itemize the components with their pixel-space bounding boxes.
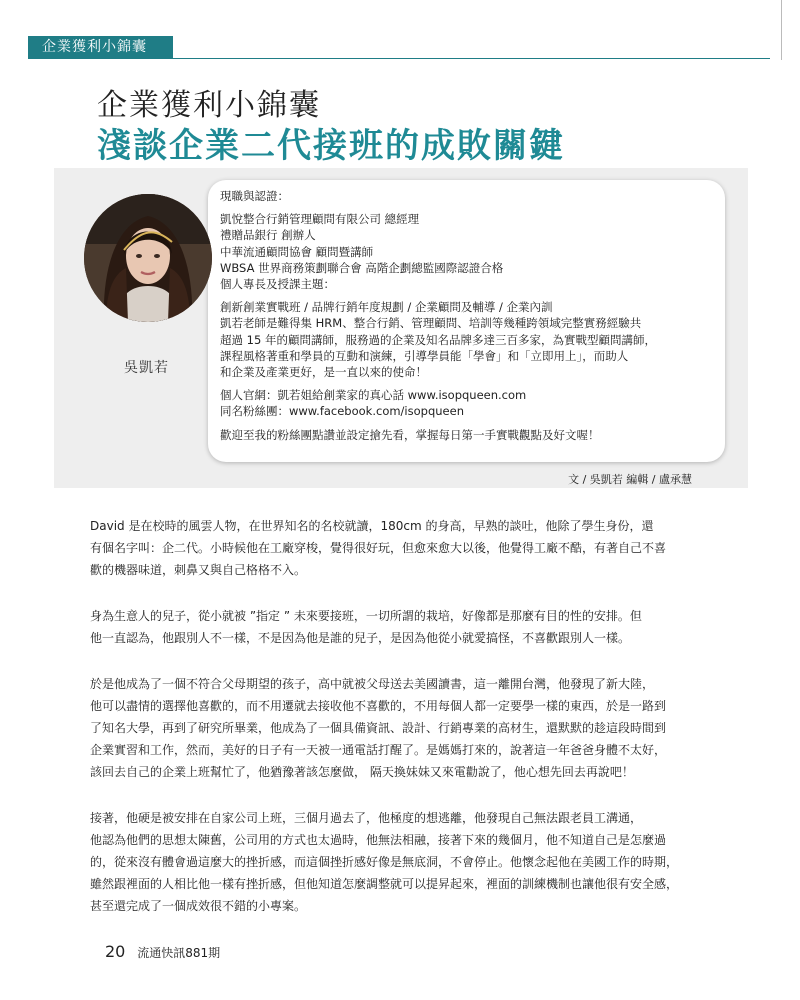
page-number: 20 [105, 942, 126, 961]
bio-topic: 創新創業實戰班 / 品牌行銷年度規劃 / 企業顧問及輔導 / 企業內訓 [220, 300, 553, 315]
paragraph-line: 身為生意人的兒子，從小就被 ”指定 ” 未來要接班，一切所謂的栽培，好像都是那麼有目的性的安排。但 [90, 609, 642, 623]
paragraph-line: 的，從來沒有體會過這麼大的挫折感，而這個挫折感好像是無底洞，不會停止。他懷念起他在美國工作的時期， [90, 855, 679, 869]
author-bio [220, 188, 715, 443]
bio-topic: 凱若老師是難得集 HRM、整合行銷、管理顧問、培訓等幾種跨領域完整實務經驗共 [220, 316, 642, 331]
bio-website: 個人官網：凱若姐給創業家的真心話 www.isopqueen.com [220, 388, 527, 403]
paragraph-line: 他一直認為，他跟別人不一樣，不是因為他是誰的兒子，是因為他從小就愛搞怪，不喜歡跟別人一樣。 [90, 631, 631, 645]
paragraph-line: David 是在校時的風雲人物，在世界知名的名校就讀，180cm 的身高，早熟的談吐，他除了學生身份，還 [90, 519, 654, 533]
paragraph-line: 接著，他硬是被安排在自家公司上班，三個月過去了，他極度的想逃離，他發現自己無法跟老員工溝通， [90, 811, 643, 825]
bio-role: WBSA 世界商務策劃聯合會 高階企劃總監國際認證合格 [220, 260, 504, 275]
article-paragraph [90, 515, 716, 581]
edge-rule [781, 0, 782, 60]
paragraph-line: 他可以盡情的選擇他喜歡的，而不用遷就去接收他不喜歡的，不用每個人都一定要學一樣的東西，於是一路到 [90, 699, 667, 713]
paragraph-line: 企業實習和工作，然而，美好的日子有一天被一通電話打醒了。是媽媽打來的，說著這一年爸爸身體不太好， [90, 743, 667, 757]
bio-fanpage: 同名粉絲團：www.facebook.com/isopqueen [220, 404, 464, 419]
byline-credit: 文 / 吳凱若 編輯 / 盧承慧 [568, 473, 692, 486]
page-footer [105, 942, 220, 961]
author-photo [84, 194, 212, 322]
bio-heading-roles: 現職與認證： [220, 189, 289, 203]
article-body [90, 515, 716, 941]
paragraph-line: 甚至還完成了一個成效很不錯的小專案。 [90, 899, 307, 913]
paragraph-line: 有個名字叫：企二代。小時候他在工廠穿梭，覺得很好玩，但愈來愈大以後，他覺得工廠不酷，有著自己不喜 [90, 541, 667, 555]
title-line-1: 企業獲利小錦囊 [97, 88, 321, 123]
section-rule [28, 58, 770, 59]
author-name: 吳凱若 [124, 360, 169, 376]
bio-role: 凱悅整合行銷管理顧問有限公司 總經理 [220, 212, 420, 227]
bio-topic: 課程風格著重和學員的互動和演練，引導學員能「學會」和「立即用上」，而助人 [220, 348, 629, 363]
paragraph-line: 了知名大學，再到了研究所畢業，他成為了一個具備資訊、設計、行銷專業的高材生，還默默的趁這段時間到 [90, 721, 667, 735]
bio-role: 禮贈品銀行 創辦人 [220, 228, 316, 243]
article-paragraph [90, 605, 716, 649]
article-paragraph [90, 807, 716, 917]
paragraph-line: 他認為他們的思想太陳舊，公司用的方式也太過時，他無法相融，接著下來的幾個月，他不知道自己是怎麼過 [90, 833, 667, 847]
bio-role: 中華流通顧問協會 顧問暨講師 [220, 244, 374, 259]
section-tag: 企業獲利小錦囊 [28, 36, 173, 58]
paragraph-line: 雖然跟裡面的人相比他一樣有挫折感，但他知道怎麼調整就可以提昇起來，裡面的訓練機制也讓他很有安全感， [90, 877, 679, 891]
paragraph-line: 於是他成為了一個不符合父母期望的孩子，高中就被父母送去美國讀書，這一離開台灣，他發現了新大陸， [90, 677, 655, 691]
article-paragraph [90, 673, 716, 783]
publication-name: 流通快訊881期 [137, 946, 221, 960]
title-line-2: 淺談企業二代接班的成敗關鍵 [97, 126, 565, 166]
bio-heading-topics: 個人專長及授課主題： [220, 277, 335, 292]
paragraph-line: 該回去自己的企業上班幫忙了，他猶豫著該怎麼做， 隔天換妹妹又來電勸說了，他心想先回去再說吧！ [90, 765, 634, 779]
bio-invitation: 歡迎至我的粉絲團點讚並設定搶先看，掌握每日第一手實戰觀點及好文喔！ [220, 427, 600, 442]
bio-topic: 和企業及產業更好，是一直以來的使命！ [220, 365, 427, 380]
bio-topic: 超過 15 年的顧問講師，服務過的企業及知名品牌多達三百多家，為實戰型顧問講師， [220, 332, 656, 347]
paragraph-line: 歡的機器味道，刺鼻又與自己格格不入。 [90, 563, 307, 577]
